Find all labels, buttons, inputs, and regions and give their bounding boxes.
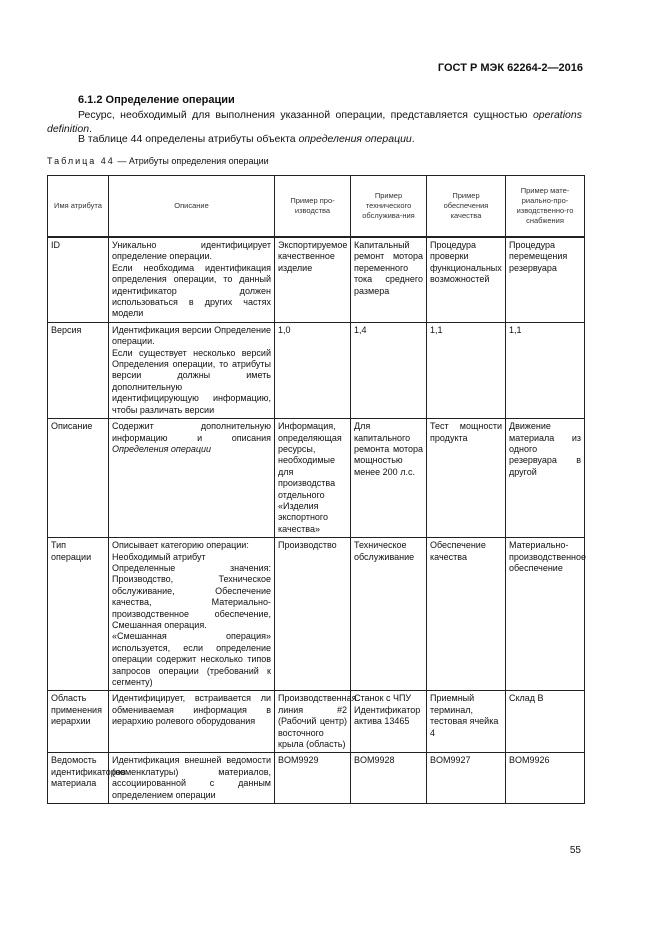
row-maintenance-example: Станок с ЧПУ Идентификатор актива 13465 bbox=[351, 691, 427, 753]
row-attribute-name: Тип операции bbox=[48, 538, 109, 691]
description-line: Идентификация внешней ведомости (номенклатуры) материалов, ассоциированной с данным определением операции bbox=[112, 755, 271, 800]
row-inventory-example: 1,1 bbox=[506, 322, 585, 418]
row-production-example: Информация, определяющая ресурсы, необходимые для производства отдельного «Изделия экспортного качества» bbox=[275, 419, 351, 538]
row-inventory-example: BOM9926 bbox=[506, 753, 585, 804]
row-attribute-name: Описание bbox=[48, 419, 109, 538]
table-row bbox=[48, 691, 585, 753]
description-line: Необходимый атрибут bbox=[112, 551, 206, 562]
description-line: Если существует несколько версий Определения операции, то атрибуты версии должны иметь дополнительную идентифицирующую информацию, чтобы различать версии bbox=[112, 347, 271, 415]
row-attribute-name: Область применения иерархии bbox=[48, 691, 109, 753]
row-maintenance-example: Для капитального ремонта мотора мощностью менее 200 л.с. bbox=[351, 419, 427, 538]
row-quality-example: BOM9927 bbox=[427, 753, 506, 804]
table-caption-label: Таблица 44 bbox=[47, 156, 115, 166]
header-inventory-example: Пример мате-риально-про-изводственно-го снабжения bbox=[506, 176, 585, 238]
description-text: Содержит дополнительную информацию и описания bbox=[112, 421, 271, 443]
row-production-example: 1,0 bbox=[275, 322, 351, 418]
row-description bbox=[109, 538, 275, 691]
paragraph-2-term: определения операции bbox=[298, 133, 412, 145]
description-term: Определения операции bbox=[112, 443, 212, 454]
row-maintenance-example: Капитальный ремонт мотора переменного тока среднего размера bbox=[351, 237, 427, 322]
table-caption-text: — Атрибуты определения операции bbox=[114, 156, 269, 166]
row-production-example: Экспортируемое качественное изделие bbox=[275, 237, 351, 322]
table-row bbox=[48, 237, 585, 322]
header-attribute-name: Имя атрибута bbox=[48, 176, 109, 238]
paragraph-1-text: Ресурс, необходимый для выполнения указанной операции, представляется сущностью bbox=[78, 109, 533, 121]
page-number: 55 bbox=[569, 845, 581, 856]
header-description: Описание bbox=[109, 176, 275, 238]
row-inventory-example: Склад B bbox=[506, 691, 585, 753]
row-attribute-name: ID bbox=[48, 237, 109, 322]
row-inventory-example: Процедура перемещения резервуара bbox=[506, 237, 585, 322]
header-production-example: Пример про-изводства bbox=[275, 176, 351, 238]
row-description bbox=[109, 322, 275, 418]
row-quality-example: Процедура проверки функциональных возможностей bbox=[427, 237, 506, 322]
row-production-example: Производство bbox=[275, 538, 351, 691]
description-line: Идентификация версии Определение операции. bbox=[112, 324, 271, 347]
row-inventory-example: Движение материала из одного резервуара в другой bbox=[506, 419, 585, 538]
document-standard-header: ГОСТ Р МЭК 62264-2—2016 bbox=[437, 62, 583, 74]
paragraph-1-end: . bbox=[89, 123, 92, 135]
row-attribute-name: Версия bbox=[48, 322, 109, 418]
table-row bbox=[48, 538, 585, 691]
attributes-table bbox=[47, 175, 585, 804]
description-line: Определенные значения: Производство, Техническое обслуживание, Обеспечение качества, Материально-производственное обеспечение, Смешанная операция. bbox=[112, 562, 271, 630]
row-production-example: Производственная линия #2 (Рабочий центр) восточного крыла (область) bbox=[275, 691, 351, 753]
row-description bbox=[109, 419, 275, 538]
row-attribute-name: Ведомость идентификаторов материала bbox=[48, 753, 109, 804]
row-production-example: BOM9929 bbox=[275, 753, 351, 804]
description-line: «Смешанная операция» используется, если определение операции содержит несколько типов запросов операции (требований к сегменту) bbox=[112, 631, 271, 688]
paragraph-2 bbox=[47, 132, 582, 146]
row-quality-example: Тест мощности продукта bbox=[427, 419, 506, 538]
row-quality-example: Приемный терминал, тестовая ячейка 4 bbox=[427, 691, 506, 753]
table-row bbox=[48, 753, 585, 804]
row-quality-example: 1,1 bbox=[427, 322, 506, 418]
table-row bbox=[48, 322, 585, 418]
header-quality-example: Пример обеспечения качества bbox=[427, 176, 506, 238]
row-description bbox=[109, 753, 275, 804]
row-description bbox=[109, 237, 275, 322]
row-inventory-example: Материально-производственное обеспечение bbox=[506, 538, 585, 691]
description-line: Идентифицирует, встраивается ли обмениваемая информация в иерархию ролевого оборудования bbox=[112, 693, 271, 727]
header-maintenance-example: Пример технического обслужива-ния bbox=[351, 176, 427, 238]
table-row bbox=[48, 419, 585, 538]
row-description bbox=[109, 691, 275, 753]
description-line: Уникально идентифицирует определение операции. bbox=[112, 240, 271, 262]
paragraph-1-term: operations definition bbox=[47, 109, 582, 135]
paragraph-2-end: . bbox=[411, 133, 415, 145]
paragraph-2-text: В таблице 44 определены атрибуты объекта bbox=[78, 133, 299, 145]
section-title: 6.1.2 Определение операции bbox=[78, 94, 235, 106]
row-maintenance-example: Техническое обслуживание bbox=[351, 538, 427, 691]
description-line: Описывает категорию операции: bbox=[112, 540, 249, 551]
row-quality-example: Обеспечение качества bbox=[427, 538, 506, 691]
table-caption bbox=[47, 156, 269, 166]
row-maintenance-example: 1,4 bbox=[351, 322, 427, 418]
table-header-row bbox=[48, 176, 585, 238]
description-line: Если необходима идентификация определения операции, то данный идентификатор должен использоваться в других частях модели bbox=[112, 262, 271, 319]
row-maintenance-example: BOM9928 bbox=[351, 753, 427, 804]
